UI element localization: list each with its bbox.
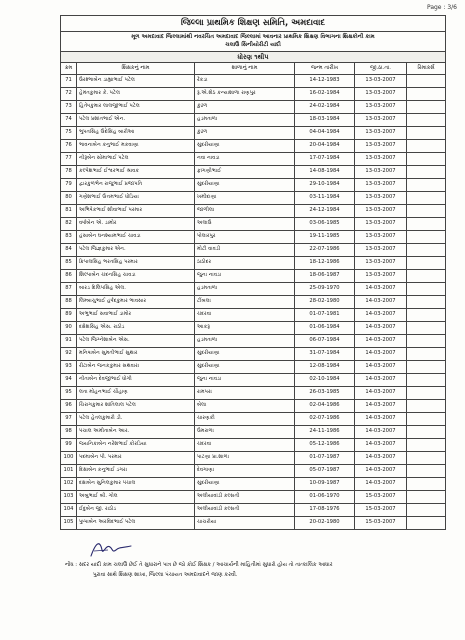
teacher-name: ગણેશભાઈ ઉત્તમભાઈ ધોડિયા	[77, 192, 195, 205]
school-name: રામપરા	[195, 387, 295, 400]
row-serial: 72	[61, 88, 77, 101]
teacher-name: પટેલ પ્રશાંતભાઈ એન.	[77, 114, 195, 127]
teacher-name: બારડ દિલિપસિંહ એલ.	[77, 283, 195, 296]
table-row	[61, 335, 446, 348]
birth-date: 01-07-1981	[295, 309, 355, 322]
table-row	[61, 400, 446, 413]
teacher-name: પટેલ હેતલકુમારી ડી.	[77, 413, 195, 426]
teacher-name: ભુપતસિંહ ઉદેસિંહ બારીઆ	[77, 127, 195, 140]
teacher-name: નીરૂબેન સોમાભાઈ પટેલ	[77, 153, 195, 166]
table-row	[61, 244, 446, 257]
table-row	[61, 88, 446, 101]
birth-date: 17-07-1984	[295, 153, 355, 166]
table-row	[61, 114, 446, 127]
table-row	[61, 413, 446, 426]
remarks	[407, 205, 446, 218]
school-name: પોલારપુર	[195, 231, 295, 244]
subtitle-line-2: ચલાઉ સિનીયોરીટી યાદી	[225, 41, 281, 48]
joining-date: 13-03-2007	[355, 218, 407, 231]
teacher-name: પટેલ જિગ્નેશાબેન એસ.	[77, 335, 195, 348]
table-row	[61, 192, 446, 205]
row-serial: 105	[61, 517, 77, 530]
row-serial: 74	[61, 114, 77, 127]
table-row	[61, 452, 446, 465]
joining-date: 13-03-2007	[355, 153, 407, 166]
remarks	[407, 478, 446, 491]
joining-date: 13-03-2007	[355, 192, 407, 205]
table-row	[61, 257, 446, 270]
birth-date: 01-06-1970	[295, 491, 355, 504]
subtitle-line-1: મૂળ અમદાવાદ જિલ્લામાંથી નવરચિત અમદાવાદ જિલ્લામાં આવનાર પ્રાથમિક શિક્ષણ વિભાગના શિક્ષકોની કામ	[131, 33, 375, 40]
school-name: બેલા	[195, 400, 295, 413]
school-name: ચાચરીયા	[195, 517, 295, 530]
teacher-name: કલ્પેશભાઈ ઈશ્વરભાઈ શ્રાવક	[77, 166, 195, 179]
birth-date: 18-12-1986	[295, 257, 355, 270]
remarks	[407, 309, 446, 322]
teacher-name: દ્વારકુળભેન રાજુભાઈ પ્રજાપતિ	[77, 179, 195, 192]
footer-note	[65, 560, 450, 581]
joining-date: 13-03-2007	[355, 179, 407, 192]
row-serial: 77	[61, 153, 77, 166]
remarks	[407, 179, 446, 192]
row-serial: 84	[61, 244, 77, 257]
school-name: ટીંબલા	[195, 296, 295, 309]
joining-date: 13-03-2007	[355, 88, 407, 101]
teacher-name: હિતેષકુમાર લાલજીભાઈ પટેલ	[77, 101, 195, 114]
joining-date: 14-03-2007	[355, 478, 407, 491]
remarks	[407, 257, 446, 270]
birth-date: 28-02-1980	[295, 296, 355, 309]
table-row	[61, 231, 446, 244]
birth-date: 02-10-1984	[295, 374, 355, 387]
teacher-name: લિમ્બાચુભાઈ હર્ષદકુમાર ભાવસાર	[77, 296, 195, 309]
row-serial: 79	[61, 179, 77, 192]
table-row	[61, 374, 446, 387]
joining-date: 14-03-2007	[355, 439, 407, 452]
joining-date: 14-03-2007	[355, 322, 407, 335]
column-header-school-name: શાળાનું નામ	[195, 63, 295, 75]
joining-date: 13-03-2007	[355, 205, 407, 218]
row-serial: 91	[61, 335, 77, 348]
school-name: ઠાઠોદર	[195, 257, 295, 270]
remarks	[407, 283, 446, 296]
row-serial: 94	[61, 374, 77, 387]
joining-date: 13-03-2007	[355, 166, 407, 179]
table-row	[61, 465, 446, 478]
table-row	[61, 491, 446, 504]
teacher-name: પદમાબેન પી. પરમાર	[77, 452, 195, 465]
remarks	[407, 491, 446, 504]
row-serial: 93	[61, 361, 77, 374]
table-row	[61, 348, 446, 361]
joining-date: 14-03-2007	[355, 335, 407, 348]
school-name: નવા નાવડા	[195, 153, 295, 166]
row-serial: 95	[61, 387, 77, 400]
birth-date: 20-04-1984	[295, 140, 355, 153]
school-name: સુંદરીયાણા	[195, 361, 295, 374]
row-serial: 73	[61, 101, 77, 114]
school-name: ચારણકી	[195, 413, 295, 426]
table-row	[61, 322, 446, 335]
joining-date: 14-03-2007	[355, 361, 407, 374]
birth-date: 01-07-1987	[295, 452, 355, 465]
remarks	[407, 452, 446, 465]
row-serial: 87	[61, 283, 77, 296]
joining-date: 14-03-2007	[355, 309, 407, 322]
school-name: ચંદરવા	[195, 439, 295, 452]
teacher-name: જયનિકાબેન નરેશભાઈ કોરડિયા	[77, 439, 195, 452]
school-name: ફાંગણીભાઈ	[195, 166, 295, 179]
teacher-name: પુષ્પાબેન અરવિંદભાઈ પટેલ	[77, 517, 195, 530]
remarks	[407, 400, 446, 413]
row-serial: 86	[61, 270, 77, 283]
joining-date: 13-03-2007	[355, 244, 407, 257]
teacher-name: શિલ્પાબેન ચંદનસિંહ ચાવડા	[77, 270, 195, 283]
school-name: ખમીદાણા	[195, 192, 295, 205]
table-row	[61, 101, 446, 114]
document-subtitle	[61, 32, 446, 52]
row-serial: 104	[61, 504, 77, 517]
table-row	[61, 387, 446, 400]
table-row	[61, 75, 446, 88]
row-serial: 100	[61, 452, 77, 465]
row-serial: 83	[61, 231, 77, 244]
teacher-name: દક્ષેશસિંહ એસ. રાઠોડ	[77, 322, 195, 335]
table-header-row	[61, 63, 446, 75]
row-serial: 71	[61, 75, 77, 88]
joining-date: 15-03-2007	[355, 504, 407, 517]
joining-date: 14-03-2007	[355, 465, 407, 478]
row-serial: 78	[61, 166, 77, 179]
teacher-name: અભુભાઈ સવાભાઈ ડામોર	[77, 309, 195, 322]
teacher-name: ક્રિપાલસિંહ ભરતસિંહ પરમાર	[77, 257, 195, 270]
school-name: ચંદરવા	[195, 309, 295, 322]
joining-date: 13-03-2007	[355, 127, 407, 140]
birth-date: 03-06-1985	[295, 218, 355, 231]
remarks	[407, 244, 446, 257]
column-header-serial: ક્રમ	[61, 63, 77, 75]
table-row	[61, 166, 446, 179]
joining-date: 14-03-2007	[355, 296, 407, 309]
birth-date: 31-07-1984	[295, 348, 355, 361]
standard-heading: ધોરણ ૧થી૫	[61, 52, 446, 63]
birth-date: 17-08-1976	[295, 504, 355, 517]
column-header-remarks: રિમાર્ક્સ	[407, 63, 446, 75]
school-name: અલાઉ	[195, 218, 295, 231]
note-line-1: નોંધ : સદર યાદી કામ ચલાઉ છેઈ તે સુધારાને પાત્ર છે જો કોઈ શિક્ષક / આચાર્યની માહિતીમાં સુધારો હોય તો તાત્કાલિક આધાર	[65, 562, 333, 568]
joining-date: 13-03-2007	[355, 114, 407, 127]
joining-date: 14-03-2007	[355, 348, 407, 361]
remarks	[407, 166, 446, 179]
teacher-name: દક્ષાબેન સુનિલકુમાર પંચાલ	[77, 478, 195, 491]
joining-date: 14-03-2007	[355, 283, 407, 296]
table-row	[61, 153, 446, 166]
birth-date: 10-09-1987	[295, 478, 355, 491]
row-serial: 76	[61, 140, 77, 153]
teacher-name: હેમંતકુમાર કે. પટેલ	[77, 88, 195, 101]
school-name: કુંઢળ	[195, 127, 295, 140]
table-row	[61, 504, 446, 517]
remarks	[407, 114, 446, 127]
row-serial: 88	[61, 296, 77, 309]
joining-date: 14-03-2007	[355, 426, 407, 439]
row-serial: 99	[61, 439, 77, 452]
school-name: જુના નાવડા	[195, 374, 295, 387]
school-name: ઉમરાળા	[195, 426, 295, 439]
school-name: જાળીલા	[195, 205, 295, 218]
remarks	[407, 517, 446, 530]
school-name: હડમતાળા	[195, 335, 295, 348]
row-serial: 85	[61, 257, 77, 270]
joining-date: 13-03-2007	[355, 140, 407, 153]
birth-date: 02-07-1986	[295, 413, 355, 426]
remarks	[407, 192, 446, 205]
school-name: અલીયાવાંડી કલ્સતી	[195, 504, 295, 517]
birth-date: 29-10-1984	[295, 179, 355, 192]
joining-date: 14-03-2007	[355, 413, 407, 426]
school-name: મોટી વાવડી	[195, 244, 295, 257]
remarks	[407, 439, 446, 452]
birth-date: 01-06-1984	[295, 322, 355, 335]
row-serial: 90	[61, 322, 77, 335]
school-name: રૂ.એ.શેઠ કન્યાશાળા રાણપુર	[195, 88, 295, 101]
teacher-name: ઈંદુબેન જી. રાઠોડ	[77, 504, 195, 517]
joining-date: 13-03-2007	[355, 270, 407, 283]
remarks	[407, 153, 446, 166]
school-name: અલીયાવાંડી કલ્સતી	[195, 491, 295, 504]
page-number: Page : 3/6	[426, 4, 457, 11]
column-header-birth-date: જન્મ તારીખ	[295, 63, 355, 75]
teacher-name: દિક્ષાબેન કનુભાઈ ડગરા	[77, 465, 195, 478]
joining-date: 13-03-2007	[355, 231, 407, 244]
joining-date: 13-03-2007	[355, 257, 407, 270]
birth-date: 25-09-1970	[295, 283, 355, 296]
row-serial: 102	[61, 478, 77, 491]
row-serial: 97	[61, 413, 77, 426]
table-row	[61, 439, 446, 452]
remarks	[407, 88, 446, 101]
table-row	[61, 179, 446, 192]
school-name: સુંદરીયાણા	[195, 478, 295, 491]
birth-date: 02-04-1986	[295, 400, 355, 413]
remarks	[407, 348, 446, 361]
joining-date: 15-03-2007	[355, 517, 407, 530]
birth-date: 12-08-1984	[295, 361, 355, 374]
teacher-name: અભિષેકભાઈ શીવાભાઈ પરમાર	[77, 205, 195, 218]
school-name: સુંદરીયાણા	[195, 348, 295, 361]
teacher-name: લતા મોહનભાઈ ચૌહાણ	[77, 387, 195, 400]
remarks	[407, 387, 446, 400]
birth-date: 05-07-1987	[295, 465, 355, 478]
seniority-table	[60, 15, 446, 530]
row-serial: 82	[61, 218, 77, 231]
school-name: દેવગાણા	[195, 465, 295, 478]
table-row	[61, 127, 446, 140]
birth-date: 14-08-1984	[295, 166, 355, 179]
teacher-name: રીટાબેન જનકકુમાર સથવારા	[77, 361, 195, 374]
birth-date: 18-03-1984	[295, 114, 355, 127]
teacher-name: પટેલ જિજ્ઞકુમાર એન.	[77, 244, 195, 257]
teacher-name: અબુભાઈ બી. ગોલ	[77, 491, 195, 504]
joining-date: 14-03-2007	[355, 374, 407, 387]
school-name: સુંદરીયાણા	[195, 140, 295, 153]
joining-date: 14-03-2007	[355, 387, 407, 400]
remarks	[407, 140, 446, 153]
teacher-name: પંચાલ અમીતાબેન આર.	[77, 426, 195, 439]
birth-date: 22-07-1986	[295, 244, 355, 257]
remarks	[407, 504, 446, 517]
remarks	[407, 75, 446, 88]
remarks	[407, 270, 446, 283]
remarks	[407, 374, 446, 387]
table-row	[61, 218, 446, 231]
table-row	[61, 426, 446, 439]
birth-date: 24-11-1986	[295, 426, 355, 439]
joining-date: 14-03-2007	[355, 400, 407, 413]
school-name: કુંઢળ	[195, 101, 295, 114]
remarks	[407, 413, 446, 426]
birth-date: 24-02-1984	[295, 101, 355, 114]
joining-date: 14-03-2007	[355, 452, 407, 465]
table-row	[61, 205, 446, 218]
column-header-teacher-name: શિક્ષકનું નામ	[77, 63, 195, 75]
row-serial: 103	[61, 491, 77, 504]
table-row	[61, 270, 446, 283]
table-row	[61, 283, 446, 296]
table-row	[61, 478, 446, 491]
birth-date: 14-12-1983	[295, 75, 355, 88]
joining-date: 15-03-2007	[355, 491, 407, 504]
table-row	[61, 296, 446, 309]
remarks	[407, 218, 446, 231]
birth-date: 19-11-1985	[295, 231, 355, 244]
note-line-2: પુરાવા સાથે શિક્ષણ શાખા, જિલ્લા પંચાયત અમદાવાદને જાણ કરવી.	[93, 572, 238, 579]
school-name: હડમતાળા	[195, 114, 295, 127]
school-name: સુંદરીયાણા	[195, 179, 295, 192]
birth-date: 24-12-1984	[295, 205, 355, 218]
table-row	[61, 361, 446, 374]
row-serial: 96	[61, 400, 77, 413]
column-header-joining-date: જી.ઠા.તા.	[355, 63, 407, 75]
remarks	[407, 296, 446, 309]
teacher-name: નીતાબેન દેવજીભાઈ ધોગી	[77, 374, 195, 387]
row-serial: 80	[61, 192, 77, 205]
teacher-name: ભાવનાબેન કનુભાઈ મકવાણા	[77, 140, 195, 153]
teacher-name: ચિરાગકુમાર શાંતિલાલ પટેલ	[77, 400, 195, 413]
row-serial: 101	[61, 465, 77, 478]
birth-date: 26-03-1985	[295, 387, 355, 400]
table-row	[61, 309, 446, 322]
remarks	[407, 322, 446, 335]
teacher-name: વર્ષાબેન એ. ડામોર	[77, 218, 195, 231]
remarks	[407, 426, 446, 439]
birth-date: 03-11-1984	[295, 192, 355, 205]
joining-date: 13-03-2007	[355, 101, 407, 114]
school-name: જુના નાવડા	[195, 270, 295, 283]
table-row	[61, 517, 446, 530]
remarks	[407, 231, 446, 244]
school-name: આકરૂ	[195, 322, 295, 335]
teacher-name: ઉરશ્ભાબેન ડાહ્યાભાઈ પટેલ	[77, 75, 195, 88]
birth-date: 18-06-1987	[295, 270, 355, 283]
birth-date: 16-02-1984	[295, 88, 355, 101]
school-name: પાટણા પ્રા.શાળા	[195, 452, 295, 465]
birth-date: 06-07-1984	[295, 335, 355, 348]
teacher-name: મનિષાબેન સુમતીભાઈ સુથાર	[77, 348, 195, 361]
row-serial: 81	[61, 205, 77, 218]
remarks	[407, 127, 446, 140]
table-row	[61, 140, 446, 153]
remarks	[407, 465, 446, 478]
row-serial: 75	[61, 127, 77, 140]
birth-date: 05-12-1986	[295, 439, 355, 452]
row-serial: 89	[61, 309, 77, 322]
remarks	[407, 361, 446, 374]
row-serial: 92	[61, 348, 77, 361]
birth-date: 04-04-1984	[295, 127, 355, 140]
joining-date: 13-03-2007	[355, 75, 407, 88]
seniority-list-sheet	[60, 15, 445, 530]
teacher-name: હંસાબેન ઘનશ્યામભાઈ ચાવડા	[77, 231, 195, 244]
document-title: જિલ્લા પ્રાથમિક શિક્ષણ સમિતિ, અમદાવાદ	[61, 16, 446, 32]
remarks	[407, 335, 446, 348]
school-name: રેંકડા	[195, 75, 295, 88]
birth-date: 20-02-1980	[295, 517, 355, 530]
row-serial: 98	[61, 426, 77, 439]
remarks	[407, 101, 446, 114]
school-name: હડમતાળા	[195, 283, 295, 296]
